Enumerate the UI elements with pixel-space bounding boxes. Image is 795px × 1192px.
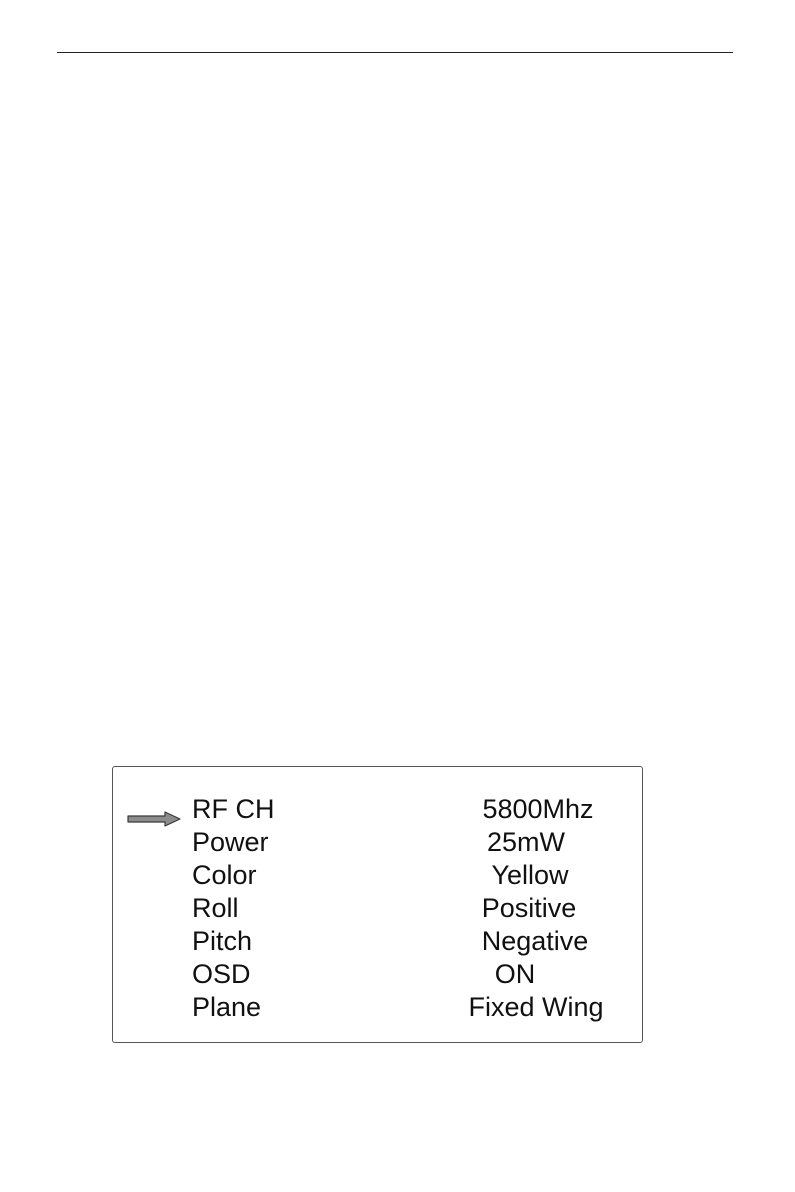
menu-item-label: Color	[192, 860, 257, 890]
menu-item-value: Positive	[481, 893, 577, 923]
menu-item-label: Plane	[192, 992, 262, 1022]
menu-item-label: Pitch	[192, 926, 253, 956]
menu-item-label: Power	[192, 827, 269, 857]
menu-item-label: Roll	[192, 893, 239, 923]
menu-item-label: OSD	[192, 959, 251, 989]
header-rule	[57, 52, 733, 53]
menu-item-osd[interactable]	[113, 958, 642, 991]
menu-item-roll[interactable]	[113, 892, 642, 925]
menu-item-value: 25mW	[486, 827, 566, 857]
menu-item-value: ON	[494, 959, 536, 989]
menu-item-value: Fixed Wing	[468, 992, 604, 1022]
menu-item-pitch[interactable]	[113, 925, 642, 958]
right-arrow-icon	[127, 802, 181, 818]
menu-item-color[interactable]	[113, 859, 642, 892]
menu-item-plane[interactable]	[113, 991, 642, 1024]
menu-item-value: 5800Mhz	[482, 794, 594, 824]
menu-item-value: Negative	[481, 926, 589, 956]
menu-item-rf-ch[interactable]	[113, 793, 642, 826]
osd-menu-panel	[112, 766, 643, 1043]
menu-item-label: RF CH	[192, 794, 275, 824]
menu-item-power[interactable]	[113, 826, 642, 859]
menu-item-value: Yellow	[491, 860, 569, 890]
